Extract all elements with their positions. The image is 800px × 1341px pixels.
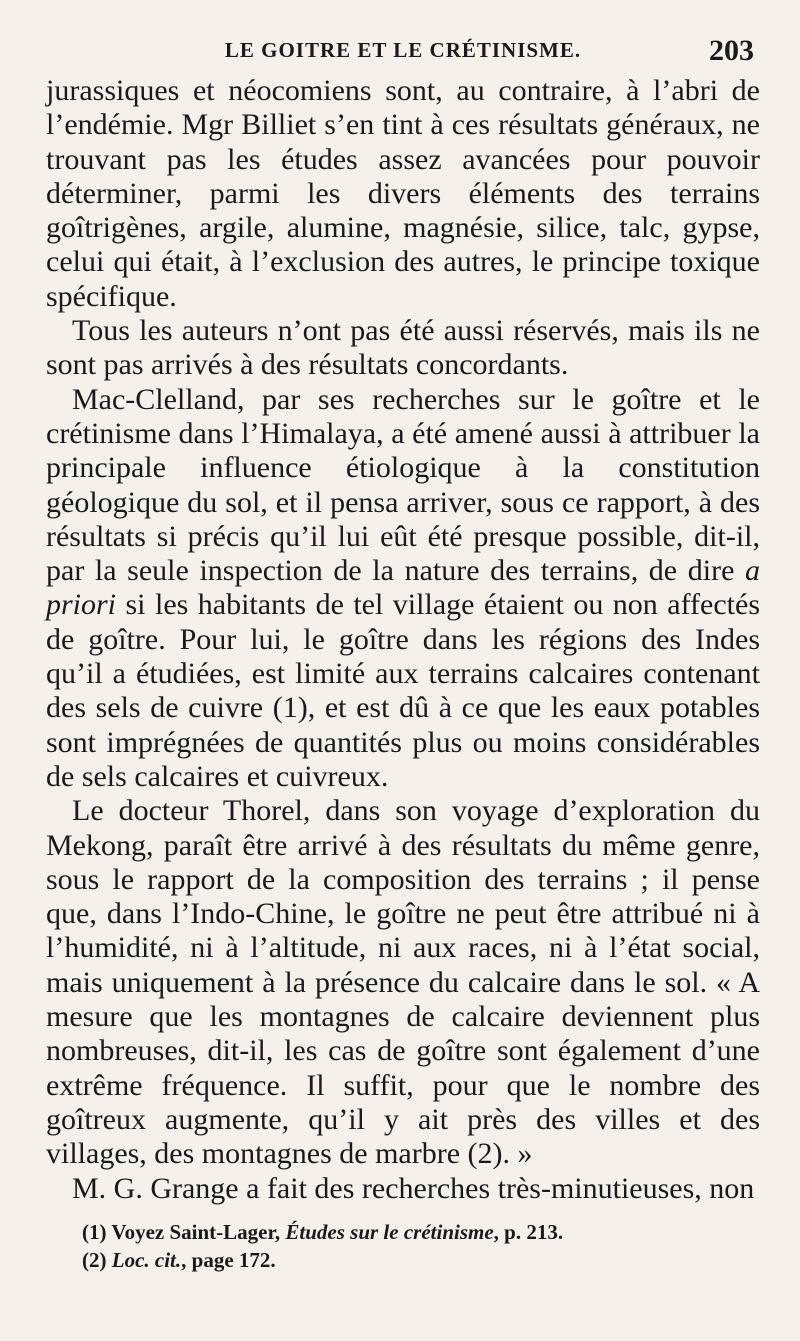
footnote-2	[82, 1246, 760, 1274]
paragraph: jurassiques et néocomiens sont, au contraire, à l’abri de l’endémie. Mgr Billiet s’en tint à ces résultats généraux, ne trouvant pas les études assez avancées pour pouvoir déterminer, parmi les divers éléments des terrains goîtrigènes, argile, alumine, magnésie, silice, talc, gypse, celui qui était, à l’exclusion des autres, le principe toxique spécifique.	[46, 74, 760, 313]
footnotes	[46, 1218, 760, 1274]
paragraph: M. G. Grange a fait des recherches très-minutieuses, non	[72, 1171, 755, 1205]
paragraph-text: Mac-Clelland, par ses recherches sur le goître et le crétinisme dans l’Himalaya, a été amené aussi à attribuer la principale influence étiologique à la constitution géologique du sol, et il pensa arriver, sous ce rapport, à des résultats si précis qu’il lui eût été presque possible, dit-il, par la seule inspection de la nature des terrains, de dire	[46, 382, 760, 588]
running-title: LE GOITRE ET LE CRÉTINISME.	[224, 38, 582, 62]
paragraph	[46, 383, 760, 795]
italic-phrase: a priori	[46, 554, 760, 622]
paragraph-text: si les habitants de tel village étaient ou non affectés de goître. Pour lui, le goître dans les régions des Indes qu’il a étudiées, est limité aux terrains calcaires contenant des sels de cuivre (1), et est dû à ce que les eaux potables sont imprégnées de quantités plus ou moins considérables de sels calcaires et cuivreux.	[46, 588, 760, 793]
footnote-title: Études sur le crétinisme	[285, 1219, 494, 1244]
footnote-text: (2)	[82, 1247, 112, 1272]
page-header	[46, 34, 760, 74]
footnote-1	[82, 1218, 760, 1246]
footnote-text: , p. 213.	[493, 1219, 564, 1244]
body-text	[46, 74, 760, 1206]
paragraph: Tous les auteurs n’ont pas été aussi réservés, mais ils ne sont pas arrivés à des résultats concordants.	[46, 314, 760, 382]
paragraph: Le docteur Thorel, dans son voyage d’exploration du Mekong, paraît être arrivé à des résultats du même genre, sous le rapport de la composition des terrains ; il pense que, dans l’Indo-Chine, le goître ne peut être attribué ni à l’humidité, ni à l’altitude, ni aux races, ni à l’état social, mais uniquement à la présence du calcaire dans le sol. « A mesure que les montagnes de calcaire deviennent plus nombreuses, dit-il, les cas de goître sont également d’une extrême fréquence. Il suffit, pour que le nombre des goîtreux augmente, qu’il y ait près des villes et des villages, des montagnes de marbre (2). »	[46, 794, 760, 1171]
footnote-text: (1) Voyez Saint-Lager,	[82, 1219, 286, 1244]
footnote-ref: Loc. cit.	[111, 1247, 182, 1272]
page-number: 203	[709, 34, 754, 67]
footnote-text: , page 172.	[181, 1247, 276, 1272]
